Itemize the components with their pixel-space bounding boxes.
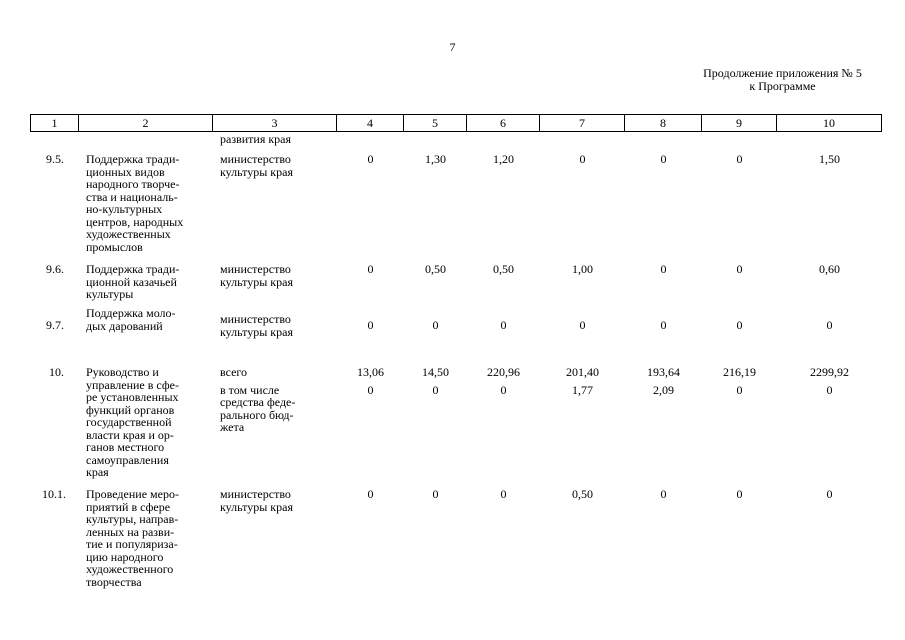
row-name-line: но-культурных: [86, 202, 163, 216]
row-executor-line: средства феде-: [220, 395, 296, 409]
row-executor: [220, 488, 293, 513]
row-executor: [220, 153, 293, 178]
header-col-4: 4: [337, 114, 404, 132]
row-executor-line: культуры края: [220, 324, 293, 339]
row-number: 9.7.: [46, 318, 64, 332]
row-name: [86, 488, 179, 588]
value-cell: 0: [500, 318, 507, 332]
row-executor-line: культуры края: [220, 499, 293, 514]
row-number: 10.1.: [42, 487, 66, 501]
value-cell: [540, 366, 625, 396]
header-col-2: 2: [79, 114, 213, 132]
value-cell: [777, 366, 882, 396]
header-col-7: 7: [540, 114, 625, 132]
value-cell: 0: [736, 487, 743, 501]
row-name-line: ленных на разви-: [86, 524, 175, 539]
row-number: 10.: [49, 365, 64, 379]
value-cell: 1,00: [572, 262, 593, 276]
row-executor: [220, 366, 295, 434]
row-name-line: культуры, направ-: [86, 512, 179, 526]
value-cell: 0: [736, 318, 743, 332]
value-total: 13,06: [357, 365, 384, 379]
row-executor-line: министерство: [220, 312, 291, 326]
row-executor-line: министерство: [220, 262, 291, 276]
value-total: 201,40: [566, 365, 599, 379]
row-name-line: ре установленных: [86, 390, 179, 404]
row-name-line: края: [86, 465, 109, 479]
row-name-line: Руководство и: [86, 365, 159, 379]
row-name-line: дых дарований: [86, 318, 163, 333]
header-col-5: 5: [404, 114, 467, 132]
value-total: 216,19: [723, 365, 756, 379]
value-total: 193,64: [647, 365, 680, 379]
value-cell: 0: [432, 318, 439, 332]
row-name-line: управление в сфе-: [86, 377, 179, 392]
row-number: 9.5.: [46, 152, 64, 166]
header-col-1: 1: [30, 114, 79, 132]
row-name-line: функций органов: [86, 402, 175, 417]
row-executor: [220, 313, 293, 338]
row-name-line: Проведение меро-: [86, 487, 179, 501]
value-federal: 0: [736, 382, 743, 397]
value-total: 2299,92: [810, 365, 849, 379]
row-name-line: цию народного: [86, 549, 164, 564]
row-name-line: ства и националь-: [86, 189, 178, 204]
row-name-line: государственной: [86, 415, 172, 429]
row-name-line: власти края и ор-: [86, 427, 174, 442]
value-total: 14,50: [422, 365, 449, 379]
row-executor-line: культуры края: [220, 274, 293, 289]
value-cell: 0: [660, 262, 667, 276]
row-name-line: промыслов: [86, 239, 143, 254]
value-cell: [702, 366, 777, 396]
row-name-line: центров, народных: [86, 214, 184, 229]
value-cell: [337, 366, 404, 396]
page-number: 7: [449, 40, 456, 54]
value-federal: 0: [826, 382, 833, 397]
row-executor-line: всего: [220, 365, 248, 379]
header-col-6: 6: [467, 114, 540, 132]
appendix-line-1: Продолжение приложения № 5: [703, 66, 862, 80]
value-cell: 0,50: [425, 262, 446, 276]
value-cell: 0,60: [819, 262, 840, 276]
row-name-line: тие и популяриза-: [86, 537, 178, 551]
value-cell: 1,20: [493, 152, 514, 166]
row-name-line: художественных: [86, 227, 171, 241]
row-executor-line: в том числе: [220, 382, 280, 397]
value-cell: 0: [579, 318, 586, 332]
value-cell: 0: [367, 487, 374, 501]
header-col-8: 8: [625, 114, 702, 132]
row-executor-line: культуры края: [220, 164, 293, 179]
value-cell: 0,50: [572, 487, 593, 501]
value-total: 220,96: [487, 365, 520, 379]
row-name-line: самоуправления: [86, 452, 169, 467]
value-federal: 2,09: [653, 382, 674, 397]
header-col-3: 3: [213, 114, 337, 132]
value-cell: 0: [367, 318, 374, 332]
value-federal: 0: [367, 382, 374, 397]
row-name-line: народного творче-: [86, 177, 180, 191]
row-name-line: художественного: [86, 562, 174, 576]
row-name-line: ционных видов: [86, 164, 165, 179]
row-name-line: творчества: [86, 574, 142, 589]
value-cell: 0: [660, 318, 667, 332]
value-cell: [467, 366, 540, 396]
row-executor-line: министерство: [220, 152, 291, 166]
value-cell: 0: [367, 152, 374, 166]
row-name-line: культуры: [86, 287, 134, 301]
value-federal: 1,77: [572, 382, 593, 397]
value-cell: 0: [736, 262, 743, 276]
appendix-note: [690, 67, 875, 93]
row-name-line: ционной казачьей: [86, 274, 177, 289]
value-cell: 0: [660, 152, 667, 166]
value-cell: 0: [660, 487, 667, 501]
value-cell: 1,50: [819, 152, 840, 166]
row-executor-line: министерство: [220, 487, 291, 501]
row-name-line: ганов местного: [86, 440, 165, 454]
row-number: 9.6.: [46, 262, 64, 276]
row-name: [86, 366, 179, 479]
value-cell: [625, 366, 702, 396]
row-executor: [220, 263, 293, 288]
row-name: [86, 263, 179, 301]
row-name-line: Поддержка тради-: [86, 262, 180, 276]
row-name-line: Поддержка тради-: [86, 152, 180, 166]
value-federal: 0: [500, 382, 507, 397]
row-executor-line: жета: [220, 420, 245, 434]
header-col-10: 10: [777, 114, 882, 132]
row-name: [86, 153, 183, 253]
row-name-line: Поддержка моло-: [86, 306, 176, 320]
row-name: [86, 307, 176, 332]
value-cell: 0: [500, 487, 507, 501]
value-cell: 1,30: [425, 152, 446, 166]
value-cell: 0: [826, 487, 833, 501]
row-executor-line: рального бюд-: [220, 407, 294, 422]
row-name-line: приятий в сфере: [86, 499, 171, 514]
value-cell: 0: [367, 262, 374, 276]
appendix-line-2: к Программе: [749, 79, 816, 93]
value-federal: 0: [432, 382, 439, 397]
value-cell: 0: [826, 318, 833, 332]
value-cell: 0: [432, 487, 439, 501]
carryover-text: развития края: [220, 132, 292, 146]
value-cell: 0: [579, 152, 586, 166]
value-cell: [404, 366, 467, 396]
header-col-9: 9: [702, 114, 777, 132]
value-cell: 0: [736, 152, 743, 166]
value-cell: 0,50: [493, 262, 514, 276]
